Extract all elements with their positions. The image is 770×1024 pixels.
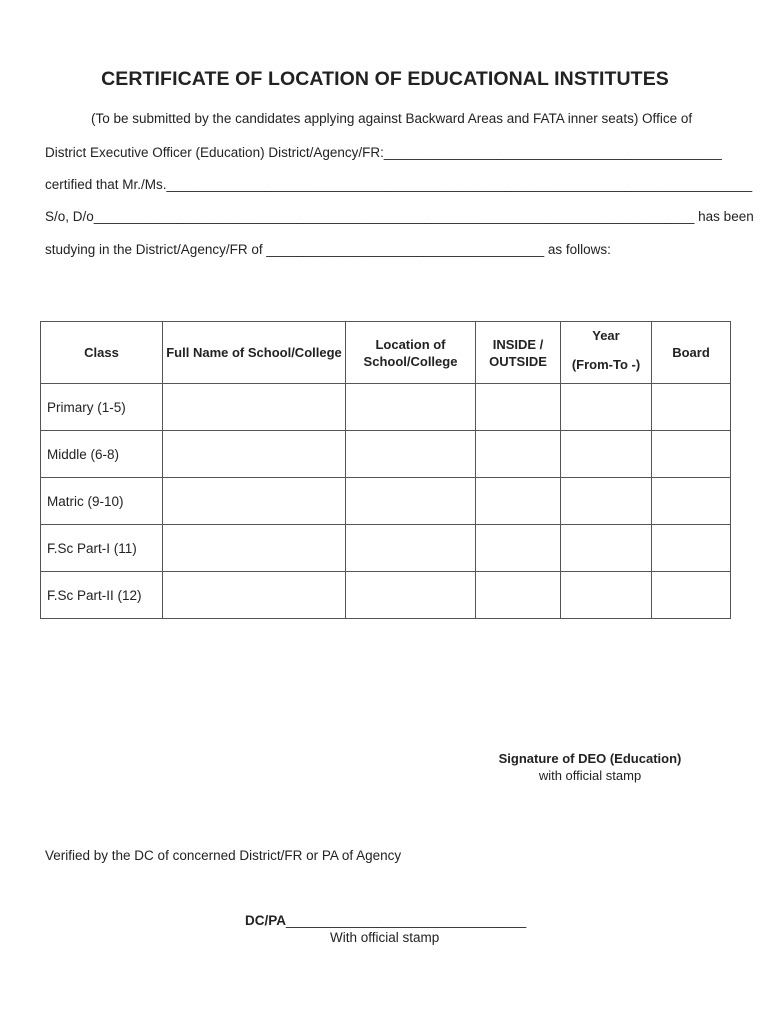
document-title: CERTIFICATE OF LOCATION OF EDUCATIONAL INSTITUTES [101,68,669,90]
header-year [561,322,652,384]
deo-signature-block [490,750,690,784]
cell-full-name[interactable] [163,525,346,572]
header-year-label: Year [592,327,620,343]
cell-location[interactable] [346,384,476,431]
header-inside-outside: INSIDE / OUTSIDE [476,322,561,384]
cell-year[interactable] [561,431,652,478]
header-board: Board [652,322,731,384]
cell-inside-outside[interactable] [476,525,561,572]
table-row [41,431,731,478]
deo-stamp-note: with official stamp [538,768,642,783]
deo-signature-title: Signature of DEO (Education) [498,751,682,766]
dcpa-stamp-note: With official stamp [330,930,440,945]
cell-year[interactable] [561,384,652,431]
cell-board[interactable] [652,431,731,478]
table-row [41,384,731,431]
table-row [41,525,731,572]
header-class: Class [41,322,163,384]
row-class-label: F.Sc Part-I (11) [41,525,163,572]
table-row [41,478,731,525]
cell-location[interactable] [346,525,476,572]
cell-board[interactable] [652,384,731,431]
certified-line[interactable]: certified that Mr./Ms.______________________________________________________________________________ [45,177,753,192]
cell-year[interactable] [561,525,652,572]
table-row [41,572,731,619]
cell-inside-outside[interactable] [476,431,561,478]
cell-board[interactable] [652,478,731,525]
row-class-label: Middle (6-8) [41,431,163,478]
cell-inside-outside[interactable] [476,572,561,619]
studying-line[interactable]: studying in the District/Agency/FR of _____________________________________ as follows: [45,242,611,257]
dcpa-line[interactable] [245,913,526,928]
header-year-range: (From-To -) [571,356,641,372]
cell-full-name[interactable] [163,384,346,431]
verified-text: Verified by the DC of concerned District/FR or PA of Agency [45,848,402,863]
cell-board[interactable] [652,525,731,572]
so-do-line[interactable]: S/o, D/o________________________________________________________________________________ has been [45,209,754,224]
table-header-row [41,322,731,384]
intro-line: (To be submitted by the candidates applying against Backward Areas and FATA inner seats) Office of [91,111,693,126]
cell-location[interactable] [346,431,476,478]
cell-location[interactable] [346,572,476,619]
cell-inside-outside[interactable] [476,384,561,431]
row-class-label: Primary (1-5) [41,384,163,431]
cell-inside-outside[interactable] [476,478,561,525]
cell-year[interactable] [561,572,652,619]
cell-full-name[interactable] [163,431,346,478]
cell-year[interactable] [561,478,652,525]
cell-full-name[interactable] [163,572,346,619]
row-class-label: Matric (9-10) [41,478,163,525]
header-full-name: Full Name of School/College [163,322,346,384]
education-table [40,321,731,619]
dcpa-blank[interactable]: ________________________________ [286,913,527,928]
district-line[interactable]: District Executive Officer (Education) District/Agency/FR:_____________________________________________ [45,145,722,160]
cell-location[interactable] [346,478,476,525]
header-location: Location of School/College [346,322,476,384]
cell-full-name[interactable] [163,478,346,525]
cell-board[interactable] [652,572,731,619]
dcpa-label: DC/PA [245,913,287,928]
row-class-label: F.Sc Part-II (12) [41,572,163,619]
